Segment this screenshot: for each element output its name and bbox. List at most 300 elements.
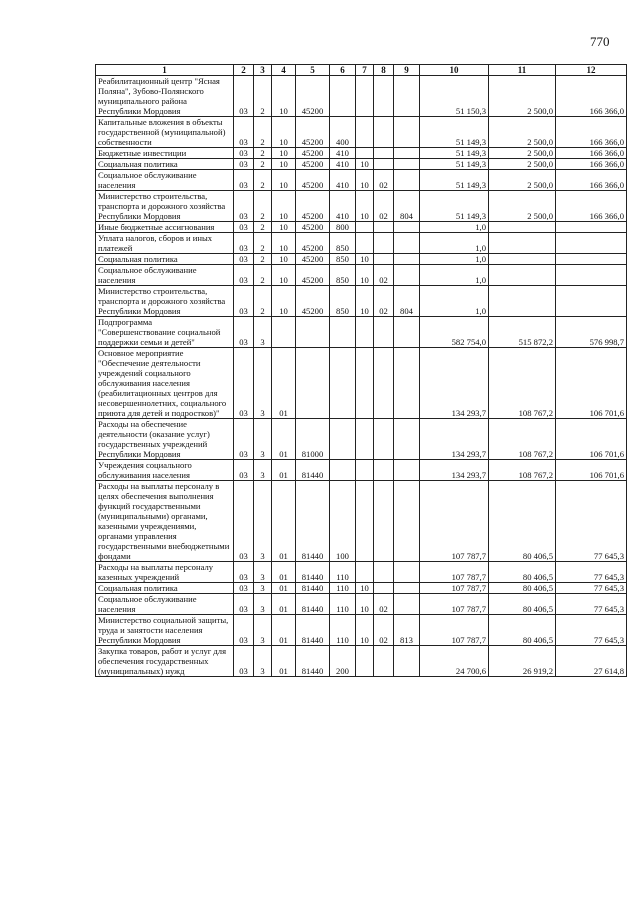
column-header: 10 — [420, 65, 489, 76]
amount-cell: 108 767,2 — [489, 419, 556, 460]
table-row — [96, 117, 627, 148]
code-cell — [374, 348, 394, 419]
column-header: 11 — [489, 65, 556, 76]
amount-cell — [489, 286, 556, 317]
code-cell: 100 — [330, 481, 356, 562]
budget-table — [95, 64, 627, 677]
code-cell: 410 — [330, 159, 356, 170]
amount-cell: 108 767,2 — [489, 460, 556, 481]
code-cell: 81440 — [296, 646, 330, 677]
amount-cell: 2 500,0 — [489, 117, 556, 148]
code-cell — [374, 148, 394, 159]
amount-cell: 2 500,0 — [489, 159, 556, 170]
code-cell — [330, 419, 356, 460]
code-cell — [374, 481, 394, 562]
amount-cell: 107 787,7 — [420, 562, 489, 583]
code-cell — [394, 233, 420, 254]
code-cell: 01 — [272, 348, 296, 419]
code-cell: 800 — [330, 222, 356, 233]
code-cell — [394, 646, 420, 677]
code-cell: 850 — [330, 233, 356, 254]
code-cell: 10 — [356, 254, 374, 265]
table-row — [96, 286, 627, 317]
code-cell — [394, 170, 420, 191]
amount-cell: 2 500,0 — [489, 148, 556, 159]
code-cell: 03 — [234, 562, 254, 583]
code-cell — [374, 222, 394, 233]
table-row — [96, 222, 627, 233]
amount-cell: 134 293,7 — [420, 419, 489, 460]
column-header: 3 — [254, 65, 272, 76]
row-name: Министерство социальной защиты, труда и занятости населения Республики Мордовия — [98, 615, 229, 645]
code-cell — [356, 562, 374, 583]
amount-cell: 2 500,0 — [489, 170, 556, 191]
code-cell: 03 — [234, 317, 254, 348]
code-cell — [374, 159, 394, 170]
amount-cell: 166 366,0 — [556, 191, 627, 222]
row-name-cell — [96, 159, 234, 170]
row-name-cell — [96, 170, 234, 191]
amount-cell: 106 701,6 — [556, 419, 627, 460]
code-cell: 03 — [234, 481, 254, 562]
code-cell: 200 — [330, 646, 356, 677]
table-row — [96, 254, 627, 265]
row-name: Расходы на выплаты персоналу в целях обеспечения выполнения функций государственными (муниципальными) органами, казенными учреждениями, органами управления государственными внебюджетными фондами — [98, 481, 230, 561]
amount-cell: 166 366,0 — [556, 170, 627, 191]
code-cell — [356, 481, 374, 562]
table-row — [96, 481, 627, 562]
code-cell: 10 — [272, 286, 296, 317]
page-number: 770 — [590, 34, 610, 49]
code-cell: 10 — [356, 170, 374, 191]
code-cell — [394, 594, 420, 615]
code-cell: 410 — [330, 148, 356, 159]
code-cell — [394, 460, 420, 481]
code-cell: 110 — [330, 615, 356, 646]
code-cell: 03 — [234, 254, 254, 265]
code-cell: 45200 — [296, 265, 330, 286]
table-body — [96, 76, 627, 677]
amount-cell: 80 406,5 — [489, 562, 556, 583]
row-name-cell — [96, 222, 234, 233]
code-cell: 10 — [272, 76, 296, 117]
row-name-cell — [96, 615, 234, 646]
row-name: Социальная политика — [98, 254, 178, 264]
code-cell: 03 — [234, 159, 254, 170]
table-row — [96, 233, 627, 254]
code-cell: 02 — [374, 191, 394, 222]
amount-cell: 80 406,5 — [489, 594, 556, 615]
code-cell: 850 — [330, 265, 356, 286]
amount-cell: 166 366,0 — [556, 76, 627, 117]
code-cell: 3 — [254, 583, 272, 594]
amount-cell: 1,0 — [420, 222, 489, 233]
row-name: Социальное обслуживание населения — [98, 265, 197, 285]
code-cell: 01 — [272, 481, 296, 562]
code-cell: 10 — [356, 615, 374, 646]
code-cell: 03 — [234, 117, 254, 148]
code-cell — [356, 117, 374, 148]
row-name: Социальное обслуживание населения — [98, 594, 197, 614]
code-cell — [374, 233, 394, 254]
column-header: 1 — [96, 65, 234, 76]
amount-cell: 107 787,7 — [420, 615, 489, 646]
code-cell: 2 — [254, 148, 272, 159]
code-cell — [296, 317, 330, 348]
code-cell: 01 — [272, 460, 296, 481]
amount-cell: 106 701,6 — [556, 460, 627, 481]
code-cell: 10 — [356, 583, 374, 594]
code-cell: 02 — [374, 170, 394, 191]
code-cell: 3 — [254, 481, 272, 562]
row-name: Закупка товаров, работ и услуг для обеспечения государственных (муниципальных) нужд — [98, 646, 227, 676]
code-cell: 813 — [394, 615, 420, 646]
code-cell: 01 — [272, 583, 296, 594]
code-cell: 2 — [254, 159, 272, 170]
row-name: Уплата налогов, сборов и иных платежей — [98, 233, 213, 253]
code-cell: 2 — [254, 191, 272, 222]
code-cell: 110 — [330, 583, 356, 594]
amount-cell: 80 406,5 — [489, 583, 556, 594]
row-name: Капитальные вложения в объекты государственной (муниципальной) собственности — [98, 117, 226, 147]
row-name-cell — [96, 348, 234, 419]
amount-cell: 77 645,3 — [556, 615, 627, 646]
amount-cell: 166 366,0 — [556, 148, 627, 159]
code-cell: 03 — [234, 615, 254, 646]
code-cell: 81440 — [296, 481, 330, 562]
code-cell — [374, 646, 394, 677]
row-name: Социальное обслуживание населения — [98, 170, 197, 190]
code-cell: 45200 — [296, 117, 330, 148]
code-cell: 2 — [254, 170, 272, 191]
code-cell: 03 — [234, 265, 254, 286]
amount-cell: 2 500,0 — [489, 191, 556, 222]
table-row — [96, 615, 627, 646]
code-cell: 03 — [234, 222, 254, 233]
amount-cell: 166 366,0 — [556, 159, 627, 170]
column-header: 9 — [394, 65, 420, 76]
code-cell — [374, 76, 394, 117]
row-name: Подпрограмма "Совершенствование социальной поддержки семьи и детей" — [98, 317, 221, 347]
code-cell: 2 — [254, 76, 272, 117]
column-header: 4 — [272, 65, 296, 76]
code-cell: 3 — [254, 646, 272, 677]
amount-cell: 77 645,3 — [556, 481, 627, 562]
code-cell: 410 — [330, 170, 356, 191]
amount-cell: 515 872,2 — [489, 317, 556, 348]
amount-cell: 134 293,7 — [420, 460, 489, 481]
amount-cell — [489, 254, 556, 265]
amount-cell: 80 406,5 — [489, 481, 556, 562]
code-cell — [394, 254, 420, 265]
table-row — [96, 148, 627, 159]
amount-cell: 166 366,0 — [556, 117, 627, 148]
amount-cell: 77 645,3 — [556, 583, 627, 594]
code-cell: 850 — [330, 286, 356, 317]
amount-cell: 576 998,7 — [556, 317, 627, 348]
code-cell: 2 — [254, 254, 272, 265]
amount-cell — [556, 222, 627, 233]
row-name: Министерство строительства, транспорта и дорожного хозяйства Республики Мордовия — [98, 286, 226, 316]
code-cell: 03 — [234, 148, 254, 159]
code-cell: 10 — [272, 117, 296, 148]
code-cell: 10 — [356, 191, 374, 222]
row-name-cell — [96, 254, 234, 265]
row-name-cell — [96, 317, 234, 348]
code-cell: 400 — [330, 117, 356, 148]
code-cell: 10 — [272, 254, 296, 265]
code-cell: 02 — [374, 265, 394, 286]
amount-cell: 80 406,5 — [489, 615, 556, 646]
code-cell — [356, 76, 374, 117]
code-cell — [394, 159, 420, 170]
row-name: Расходы на обеспечение деятельности (оказание услуг) государственных учреждений Республики Мордовия — [98, 419, 210, 459]
code-cell — [394, 76, 420, 117]
code-cell: 03 — [234, 583, 254, 594]
row-name-cell — [96, 460, 234, 481]
column-header: 7 — [356, 65, 374, 76]
amount-cell — [489, 233, 556, 254]
amount-cell: 77 645,3 — [556, 594, 627, 615]
table-header-row — [96, 65, 627, 76]
code-cell: 45200 — [296, 222, 330, 233]
code-cell: 3 — [254, 460, 272, 481]
amount-cell: 107 787,7 — [420, 481, 489, 562]
table-row — [96, 594, 627, 615]
amount-cell: 24 700,6 — [420, 646, 489, 677]
code-cell — [356, 233, 374, 254]
amount-cell: 51 149,3 — [420, 159, 489, 170]
code-cell — [394, 317, 420, 348]
table-row — [96, 583, 627, 594]
row-name-cell — [96, 481, 234, 562]
code-cell — [330, 317, 356, 348]
code-cell: 10 — [272, 233, 296, 254]
amount-cell — [556, 233, 627, 254]
row-name-cell — [96, 148, 234, 159]
code-cell: 10 — [272, 170, 296, 191]
code-cell: 81440 — [296, 583, 330, 594]
code-cell — [374, 117, 394, 148]
amount-cell: 77 645,3 — [556, 562, 627, 583]
code-cell — [394, 117, 420, 148]
row-name-cell — [96, 117, 234, 148]
row-name: Иные бюджетные ассигнования — [98, 222, 215, 232]
code-cell — [296, 348, 330, 419]
amount-cell: 51 149,3 — [420, 170, 489, 191]
amount-cell: 1,0 — [420, 265, 489, 286]
amount-cell: 106 701,6 — [556, 348, 627, 419]
code-cell — [374, 254, 394, 265]
code-cell: 804 — [394, 286, 420, 317]
row-name-cell — [96, 265, 234, 286]
column-header: 5 — [296, 65, 330, 76]
row-name-cell — [96, 594, 234, 615]
code-cell: 2 — [254, 117, 272, 148]
row-name-cell — [96, 583, 234, 594]
code-cell: 10 — [356, 286, 374, 317]
code-cell: 45200 — [296, 148, 330, 159]
code-cell: 03 — [234, 76, 254, 117]
code-cell: 110 — [330, 594, 356, 615]
amount-cell: 582 754,0 — [420, 317, 489, 348]
code-cell: 850 — [330, 254, 356, 265]
column-header: 2 — [234, 65, 254, 76]
code-cell — [394, 222, 420, 233]
code-cell: 01 — [272, 562, 296, 583]
code-cell: 81000 — [296, 419, 330, 460]
code-cell — [356, 460, 374, 481]
amount-cell: 1,0 — [420, 286, 489, 317]
code-cell — [374, 460, 394, 481]
amount-cell — [556, 286, 627, 317]
code-cell — [374, 562, 394, 583]
code-cell — [356, 222, 374, 233]
amount-cell: 107 787,7 — [420, 583, 489, 594]
code-cell: 03 — [234, 286, 254, 317]
amount-cell: 51 149,3 — [420, 191, 489, 222]
code-cell — [356, 317, 374, 348]
code-cell — [330, 348, 356, 419]
code-cell: 03 — [234, 460, 254, 481]
code-cell — [356, 646, 374, 677]
code-cell — [374, 317, 394, 348]
code-cell: 10 — [272, 159, 296, 170]
code-cell: 81440 — [296, 460, 330, 481]
code-cell: 410 — [330, 191, 356, 222]
table-row — [96, 348, 627, 419]
code-cell: 02 — [374, 286, 394, 317]
table-row — [96, 265, 627, 286]
code-cell — [330, 460, 356, 481]
code-cell: 02 — [374, 615, 394, 646]
code-cell — [374, 583, 394, 594]
amount-cell: 51 149,3 — [420, 117, 489, 148]
row-name-cell — [96, 76, 234, 117]
row-name: Бюджетные инвестиции — [98, 148, 187, 158]
code-cell: 10 — [272, 191, 296, 222]
code-cell: 01 — [272, 615, 296, 646]
row-name: Социальная политика — [98, 583, 178, 593]
code-cell: 10 — [272, 222, 296, 233]
code-cell: 03 — [234, 594, 254, 615]
amount-cell: 108 767,2 — [489, 348, 556, 419]
code-cell — [394, 265, 420, 286]
table-row — [96, 562, 627, 583]
code-cell: 10 — [272, 265, 296, 286]
code-cell: 45200 — [296, 76, 330, 117]
amount-cell: 51 149,3 — [420, 148, 489, 159]
row-name-cell — [96, 191, 234, 222]
amount-cell: 1,0 — [420, 254, 489, 265]
code-cell — [356, 148, 374, 159]
code-cell: 45200 — [296, 191, 330, 222]
row-name-cell — [96, 646, 234, 677]
code-cell: 01 — [272, 646, 296, 677]
code-cell: 3 — [254, 419, 272, 460]
code-cell: 2 — [254, 233, 272, 254]
table-row — [96, 76, 627, 117]
code-cell — [394, 583, 420, 594]
amount-cell — [489, 222, 556, 233]
code-cell: 10 — [356, 594, 374, 615]
table-row — [96, 317, 627, 348]
code-cell: 03 — [234, 233, 254, 254]
code-cell: 804 — [394, 191, 420, 222]
code-cell — [394, 481, 420, 562]
code-cell: 3 — [254, 594, 272, 615]
table-row — [96, 170, 627, 191]
amount-cell: 134 293,7 — [420, 348, 489, 419]
code-cell — [394, 562, 420, 583]
code-cell: 03 — [234, 419, 254, 460]
row-name: Основное мероприятие "Обеспечение деятельности учреждений социального обслуживания населения (реабилитационных центров для несовершеннолетних, социального приюта для детей и подростков)" — [98, 348, 227, 418]
code-cell: 03 — [234, 170, 254, 191]
code-cell: 2 — [254, 222, 272, 233]
code-cell: 45200 — [296, 254, 330, 265]
code-cell: 10 — [272, 148, 296, 159]
code-cell: 03 — [234, 348, 254, 419]
code-cell — [330, 76, 356, 117]
code-cell — [394, 348, 420, 419]
amount-cell: 51 150,3 — [420, 76, 489, 117]
row-name-cell — [96, 419, 234, 460]
code-cell — [374, 419, 394, 460]
amount-cell — [556, 265, 627, 286]
code-cell: 03 — [234, 646, 254, 677]
code-cell: 2 — [254, 286, 272, 317]
row-name-cell — [96, 233, 234, 254]
code-cell: 02 — [374, 594, 394, 615]
code-cell — [356, 348, 374, 419]
code-cell: 10 — [356, 265, 374, 286]
code-cell: 3 — [254, 317, 272, 348]
code-cell: 81440 — [296, 594, 330, 615]
code-cell: 110 — [330, 562, 356, 583]
row-name: Министерство строительства, транспорта и дорожного хозяйства Республики Мордовия — [98, 191, 226, 221]
code-cell — [356, 419, 374, 460]
code-cell: 45200 — [296, 286, 330, 317]
amount-cell: 27 614,8 — [556, 646, 627, 677]
code-cell — [272, 317, 296, 348]
column-header: 12 — [556, 65, 627, 76]
row-name: Социальная политика — [98, 159, 178, 169]
table-row — [96, 460, 627, 481]
code-cell: 01 — [272, 594, 296, 615]
code-cell: 45200 — [296, 170, 330, 191]
amount-cell: 26 919,2 — [489, 646, 556, 677]
table-row — [96, 159, 627, 170]
table-row — [96, 646, 627, 677]
row-name: Учреждения социального обслуживания населения — [98, 460, 192, 480]
table-row — [96, 191, 627, 222]
code-cell: 10 — [356, 159, 374, 170]
code-cell: 01 — [272, 419, 296, 460]
column-header: 8 — [374, 65, 394, 76]
amount-cell — [556, 254, 627, 265]
row-name: Реабилитационный центр "Ясная Поляна", Зубово-Полянского муниципального района Республики Мордовия — [98, 76, 220, 116]
row-name-cell — [96, 286, 234, 317]
amount-cell: 2 500,0 — [489, 76, 556, 117]
code-cell: 2 — [254, 265, 272, 286]
amount-cell: 107 787,7 — [420, 594, 489, 615]
code-cell: 3 — [254, 615, 272, 646]
code-cell: 03 — [234, 191, 254, 222]
code-cell: 3 — [254, 562, 272, 583]
code-cell: 45200 — [296, 159, 330, 170]
code-cell — [394, 148, 420, 159]
column-header: 6 — [330, 65, 356, 76]
